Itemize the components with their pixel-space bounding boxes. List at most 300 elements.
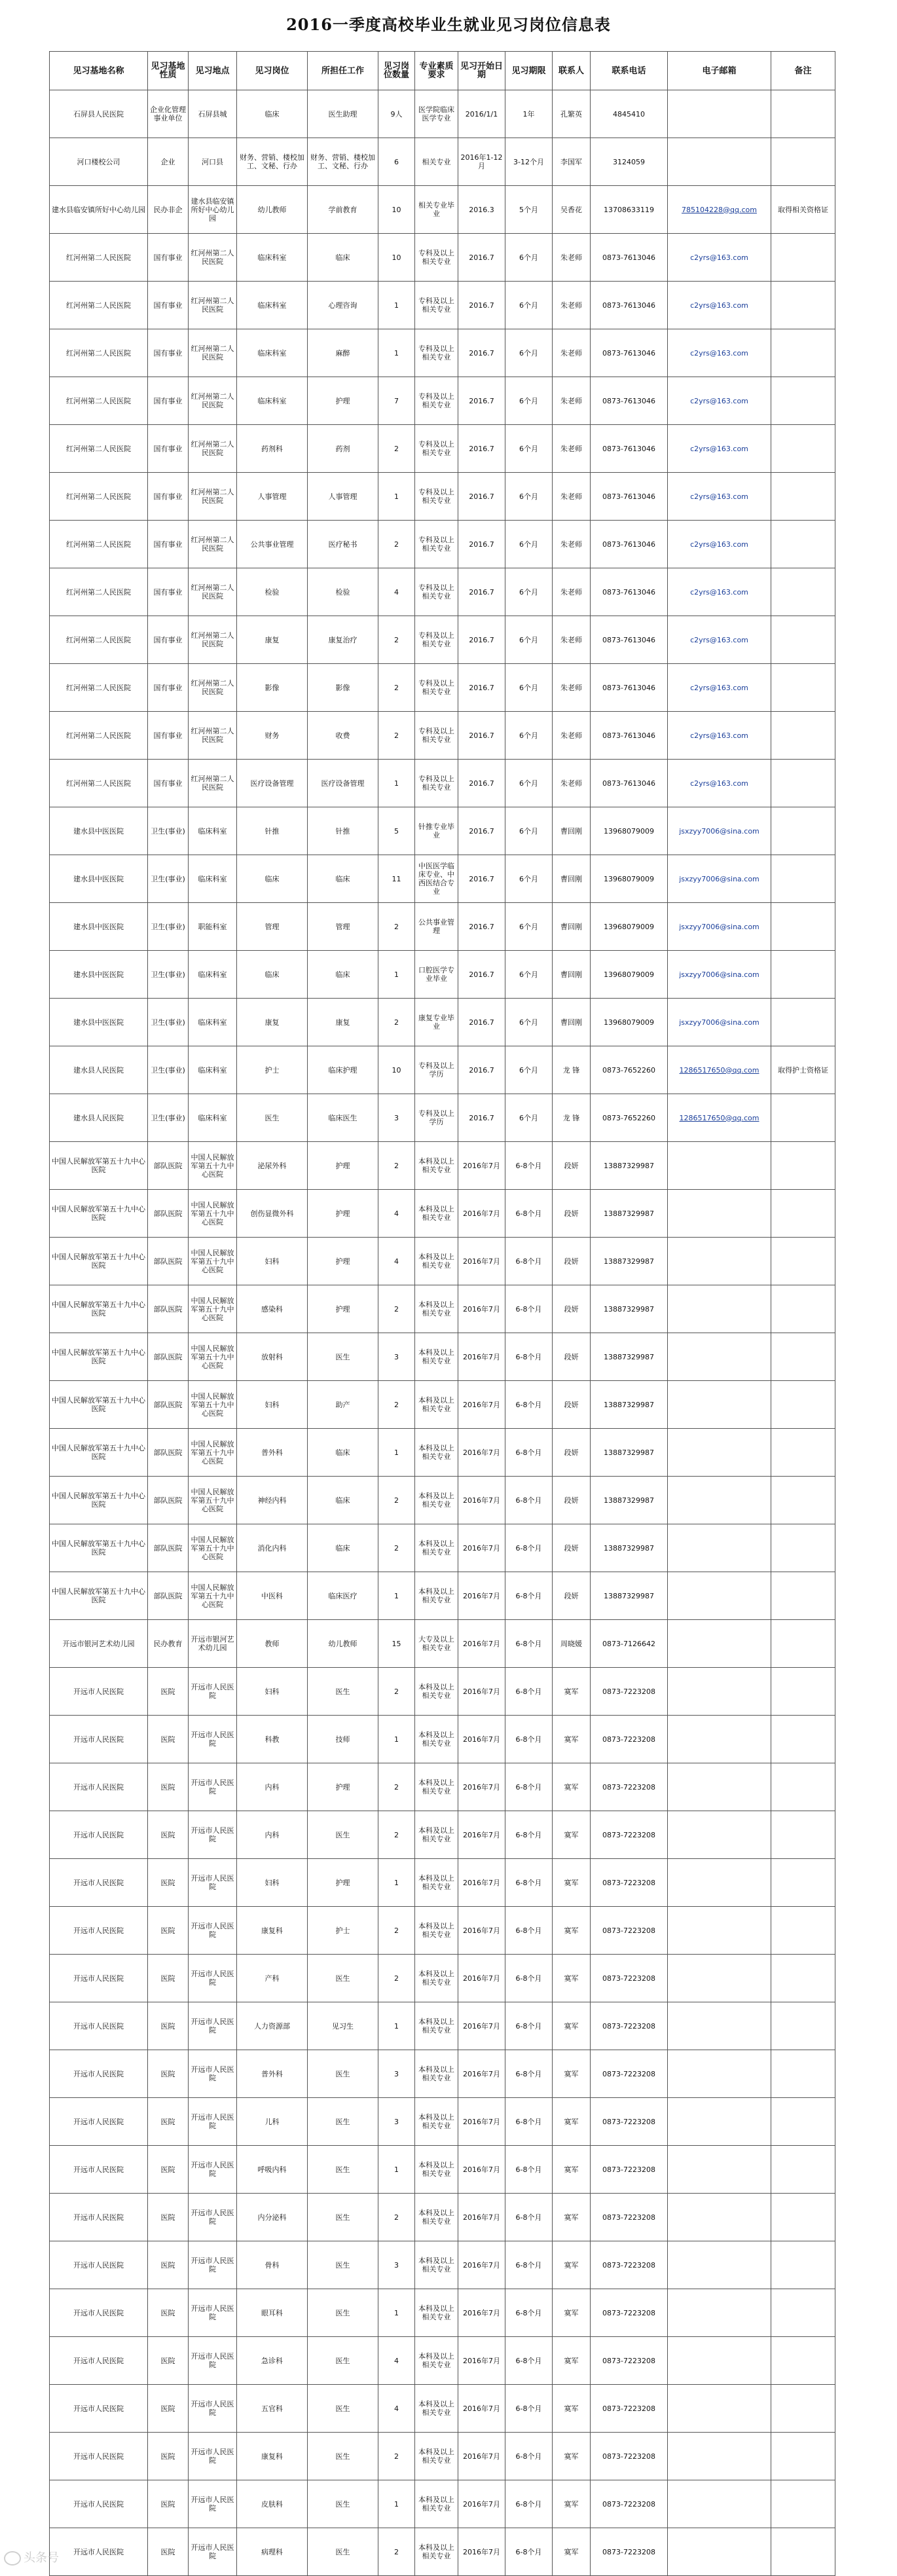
cell-note <box>771 1859 835 1907</box>
cell-base-name: 开远市人民医院 <box>50 2289 148 2337</box>
cell-start-date: 2016.7 <box>458 855 505 903</box>
cell-duration: 6-8个月 <box>505 1333 553 1381</box>
cell-duration: 6个月 <box>505 329 553 377</box>
cell-base-type: 医院 <box>148 1859 189 1907</box>
cell-position: 医生 <box>237 1094 308 1142</box>
cell-note <box>771 2385 835 2433</box>
cell-base-type: 部队医院 <box>148 1285 189 1333</box>
cell-position: 病理科 <box>237 2528 308 2576</box>
cell-note <box>771 1668 835 1716</box>
cell-quota: 1 <box>378 951 415 999</box>
header-base-name: 见习基地名称 <box>50 52 148 90</box>
cell-email[interactable]: c2yrs@163.com <box>668 712 771 760</box>
cell-quota: 1 <box>378 2146 415 2194</box>
cell-quota: 2 <box>378 1907 415 1955</box>
cell-base-name: 红河州第二人民医院 <box>50 473 148 521</box>
cell-duty: 医疗秘书 <box>308 521 378 568</box>
cell-phone: 3124059 <box>591 138 668 186</box>
cell-base-name: 开远市人民医院 <box>50 2433 148 2480</box>
header-duty: 所担任工作 <box>308 52 378 90</box>
cell-requirement: 本科及以上相关专业 <box>415 1333 458 1381</box>
cell-position: 妇科 <box>237 1859 308 1907</box>
cell-duty: 针推 <box>308 807 378 855</box>
cell-quota: 7 <box>378 377 415 425</box>
table-row <box>50 807 835 855</box>
table-row <box>50 1716 835 1763</box>
cell-position: 公共事业管理 <box>237 521 308 568</box>
table-row <box>50 568 835 616</box>
cell-base-name: 开远市人民医院 <box>50 1716 148 1763</box>
table-row <box>50 1285 835 1333</box>
cell-phone: 13968079009 <box>591 951 668 999</box>
cell-quota: 4 <box>378 2337 415 2385</box>
cell-duration: 6-8个月 <box>505 1572 553 1620</box>
cell-email[interactable]: jsxzyy7006@sina.com <box>668 903 771 951</box>
cell-duration: 6-8个月 <box>505 2098 553 2146</box>
cell-base-type: 企业化管理事业单位 <box>148 90 189 138</box>
cell-location: 石屏县城 <box>189 90 237 138</box>
table-row <box>50 2098 835 2146</box>
cell-duration: 6-8个月 <box>505 1955 553 2002</box>
cell-email <box>668 1955 771 2002</box>
cell-duty: 影像 <box>308 664 378 712</box>
cell-start-date: 2016年7月 <box>458 1811 505 1859</box>
cell-start-date: 2016.7 <box>458 377 505 425</box>
cell-start-date: 2016.7 <box>458 903 505 951</box>
cell-requirement: 中医医学临床专业、中西医结合专业 <box>415 855 458 903</box>
cell-quota: 2 <box>378 2194 415 2241</box>
cell-duration: 6-8个月 <box>505 2528 553 2576</box>
cell-email[interactable]: jsxzyy7006@sina.com <box>668 855 771 903</box>
cell-base-type: 卫生(事业) <box>148 855 189 903</box>
cell-base-type: 部队医院 <box>148 1524 189 1572</box>
table-row <box>50 473 835 521</box>
cell-email[interactable]: c2yrs@163.com <box>668 377 771 425</box>
cell-duration: 6-8个月 <box>505 1763 553 1811</box>
cell-note <box>771 1142 835 1190</box>
cell-start-date: 2016年7月 <box>458 2433 505 2480</box>
cell-email <box>668 90 771 138</box>
cell-quota: 2 <box>378 1524 415 1572</box>
cell-phone: 0873-7223208 <box>591 2337 668 2385</box>
cell-contact: 朱老师 <box>553 377 591 425</box>
cell-contact: 寞军 <box>553 2146 591 2194</box>
cell-duration: 6-8个月 <box>505 1620 553 1668</box>
cell-note <box>771 90 835 138</box>
cell-base-type: 部队医院 <box>148 1333 189 1381</box>
cell-base-type: 卫生(事业) <box>148 807 189 855</box>
cell-email[interactable]: c2yrs@163.com <box>668 664 771 712</box>
cell-quota: 1 <box>378 760 415 807</box>
cell-email[interactable]: 785104228@qq.com <box>668 186 771 234</box>
cell-position: 医疗设备管理 <box>237 760 308 807</box>
cell-requirement: 本科及以上相关专业 <box>415 1524 458 1572</box>
cell-note <box>771 1381 835 1429</box>
header-base-type: 见习基地性质 <box>148 52 189 90</box>
cell-contact: 段妍 <box>553 1285 591 1333</box>
cell-requirement: 针推专业毕业 <box>415 807 458 855</box>
cell-phone: 13968079009 <box>591 999 668 1046</box>
cell-email[interactable]: c2yrs@163.com <box>668 473 771 521</box>
cell-note <box>771 568 835 616</box>
cell-duty: 学前教育 <box>308 186 378 234</box>
cell-base-name: 红河州第二人民医院 <box>50 616 148 664</box>
cell-duration: 6个月 <box>505 473 553 521</box>
cell-note <box>771 1620 835 1668</box>
cell-duty: 护理 <box>308 1285 378 1333</box>
cell-position: 消化内科 <box>237 1524 308 1572</box>
cell-base-name: 红河州第二人民医院 <box>50 282 148 329</box>
table-row <box>50 1429 835 1477</box>
cell-phone: 0873-7126642 <box>591 1620 668 1668</box>
cell-base-name: 建水县人民医院 <box>50 1094 148 1142</box>
cell-base-type: 医院 <box>148 2050 189 2098</box>
cell-start-date: 2016年7月 <box>458 1620 505 1668</box>
cell-email[interactable]: c2yrs@163.com <box>668 521 771 568</box>
cell-requirement: 专科及以上相关专业 <box>415 377 458 425</box>
cell-start-date: 2016年7月 <box>458 1238 505 1285</box>
cell-email[interactable]: 1286517650@qq.com <box>668 1046 771 1094</box>
header-start-date: 见习开始日期 <box>458 52 505 90</box>
cell-location: 临床科室 <box>189 999 237 1046</box>
table-row <box>50 329 835 377</box>
cell-duty: 护理 <box>308 377 378 425</box>
page-title: 2016一季度高校毕业生就业见习岗位信息表 <box>286 15 611 34</box>
cell-base-type: 部队医院 <box>148 1572 189 1620</box>
cell-requirement: 专科及以上相关专业 <box>415 425 458 473</box>
cell-quota: 3 <box>378 1094 415 1142</box>
cell-location: 开远市人民医院 <box>189 1716 237 1763</box>
cell-email <box>668 2385 771 2433</box>
cell-position: 五官科 <box>237 2385 308 2433</box>
cell-email <box>668 2433 771 2480</box>
cell-location: 中国人民解放军第五十九中心医院 <box>189 1190 237 1238</box>
cell-requirement: 本科及以上相关专业 <box>415 2146 458 2194</box>
cell-position: 妇科 <box>237 1238 308 1285</box>
cell-phone: 0873-7223208 <box>591 1763 668 1811</box>
cell-location: 红河州第二人民医院 <box>189 234 237 282</box>
cell-contact: 寞军 <box>553 1907 591 1955</box>
table-row <box>50 855 835 903</box>
cell-base-type: 国有事业 <box>148 234 189 282</box>
cell-email[interactable]: jsxzyy7006@sina.com <box>668 951 771 999</box>
cell-requirement: 本科及以上相关专业 <box>415 2050 458 2098</box>
cell-position: 康复 <box>237 999 308 1046</box>
cell-location: 开远市人民医院 <box>189 2385 237 2433</box>
cell-location: 开远市人民医院 <box>189 2480 237 2528</box>
cell-duty: 医生 <box>308 2146 378 2194</box>
cell-email <box>668 2289 771 2337</box>
cell-location: 开远市人民医院 <box>189 1955 237 2002</box>
cell-contact: 朱老师 <box>553 760 591 807</box>
cell-duration: 6-8个月 <box>505 2194 553 2241</box>
cell-base-type: 国有事业 <box>148 282 189 329</box>
cell-base-type: 民办教育 <box>148 1620 189 1668</box>
cell-base-name: 中国人民解放军第五十九中心医院 <box>50 1524 148 1572</box>
cell-duty: 财务、营销、楼校加工、文秘、行办 <box>308 138 378 186</box>
cell-contact: 朱老师 <box>553 712 591 760</box>
cell-location: 开远市人民医院 <box>189 2337 237 2385</box>
cell-start-date: 2016.7 <box>458 999 505 1046</box>
cell-email <box>668 1238 771 1285</box>
cell-location: 中国人民解放军第五十九中心医院 <box>189 1477 237 1524</box>
cell-quota: 2 <box>378 1285 415 1333</box>
cell-requirement: 本科及以上相关专业 <box>415 2002 458 2050</box>
cell-requirement: 专科及以上相关专业 <box>415 282 458 329</box>
cell-email[interactable]: c2yrs@163.com <box>668 568 771 616</box>
cell-email <box>668 1190 771 1238</box>
cell-duration: 6-8个月 <box>505 1238 553 1285</box>
cell-duration: 6-8个月 <box>505 2241 553 2289</box>
cell-base-type: 卫生(事业) <box>148 999 189 1046</box>
cell-duty: 幼儿教师 <box>308 1620 378 1668</box>
cell-start-date: 2016.7 <box>458 616 505 664</box>
table-row <box>50 2480 835 2528</box>
cell-base-name: 红河州第二人民医院 <box>50 521 148 568</box>
cell-base-name: 开远市人民医院 <box>50 2241 148 2289</box>
cell-phone: 0873-7613046 <box>591 282 668 329</box>
cell-base-name: 中国人民解放军第五十九中心医院 <box>50 1477 148 1524</box>
cell-duty: 医生 <box>308 2480 378 2528</box>
cell-note <box>771 807 835 855</box>
weibo-icon <box>4 2551 21 2566</box>
cell-email[interactable]: jsxzyy7006@sina.com <box>668 999 771 1046</box>
cell-phone: 0873-7223208 <box>591 1811 668 1859</box>
cell-note <box>771 1907 835 1955</box>
cell-quota: 1 <box>378 2289 415 2337</box>
cell-duty: 医生 <box>308 2385 378 2433</box>
cell-base-name: 开远市人民医院 <box>50 1668 148 1716</box>
cell-phone: 13887329987 <box>591 1524 668 1572</box>
header-phone: 联系电话 <box>591 52 668 90</box>
cell-contact: 周晓媛 <box>553 1620 591 1668</box>
cell-email <box>668 1142 771 1190</box>
cell-base-name: 建水县中医医院 <box>50 999 148 1046</box>
cell-quota: 2 <box>378 999 415 1046</box>
cell-requirement: 本科及以上相关专业 <box>415 1907 458 1955</box>
cell-email[interactable]: c2yrs@163.com <box>668 425 771 473</box>
cell-note <box>771 2098 835 2146</box>
cell-position: 放射科 <box>237 1333 308 1381</box>
cell-phone: 0873-7652260 <box>591 1046 668 1094</box>
cell-email[interactable]: c2yrs@163.com <box>668 760 771 807</box>
cell-email[interactable]: c2yrs@163.com <box>668 234 771 282</box>
cell-email <box>668 1333 771 1381</box>
cell-contact: 段妍 <box>553 1238 591 1285</box>
cell-base-name: 开远市人民医院 <box>50 1811 148 1859</box>
cell-duration: 6个月 <box>505 425 553 473</box>
table-row <box>50 138 835 186</box>
cell-contact: 段妍 <box>553 1524 591 1572</box>
cell-position: 人事管理 <box>237 473 308 521</box>
cell-duty: 临床护理 <box>308 1046 378 1094</box>
cell-requirement: 康复专业毕业 <box>415 999 458 1046</box>
cell-duration: 6个月 <box>505 521 553 568</box>
cell-quota: 3 <box>378 2050 415 2098</box>
cell-email <box>668 1763 771 1811</box>
cell-email <box>668 2241 771 2289</box>
cell-base-type: 卫生(事业) <box>148 1094 189 1142</box>
cell-contact: 朱老师 <box>553 282 591 329</box>
cell-contact: 寞军 <box>553 2480 591 2528</box>
cell-phone: 0873-7613046 <box>591 521 668 568</box>
cell-start-date: 2016年7月 <box>458 2289 505 2337</box>
cell-location: 开远市人民医院 <box>189 2098 237 2146</box>
cell-location: 开远市人民医院 <box>189 2528 237 2576</box>
cell-phone: 0873-7223208 <box>591 2433 668 2480</box>
cell-quota: 4 <box>378 568 415 616</box>
cell-requirement: 本科及以上相关专业 <box>415 1763 458 1811</box>
cell-contact: 寞军 <box>553 2194 591 2241</box>
cell-requirement: 公共事业管理 <box>415 903 458 951</box>
cell-contact: 寞军 <box>553 1811 591 1859</box>
table-row <box>50 712 835 760</box>
cell-base-type: 国有事业 <box>148 712 189 760</box>
cell-base-name: 红河州第二人民医院 <box>50 329 148 377</box>
table-row <box>50 2241 835 2289</box>
cell-location: 开远市人民医院 <box>189 1907 237 1955</box>
cell-contact: 段妍 <box>553 1477 591 1524</box>
cell-base-name: 开远市银河艺术幼儿园 <box>50 1620 148 1668</box>
cell-start-date: 2016.7 <box>458 329 505 377</box>
cell-note <box>771 1716 835 1763</box>
cell-duty: 临床 <box>308 1429 378 1477</box>
cell-duration: 6-8个月 <box>505 1381 553 1429</box>
cell-duration: 6-8个月 <box>505 2002 553 2050</box>
cell-duration: 6-8个月 <box>505 1142 553 1190</box>
cell-start-date: 2016年7月 <box>458 2528 505 2576</box>
cell-start-date: 2016.7 <box>458 521 505 568</box>
cell-start-date: 2016.7 <box>458 712 505 760</box>
cell-location: 红河州第二人民医院 <box>189 377 237 425</box>
cell-base-name: 开远市人民医院 <box>50 1859 148 1907</box>
cell-email[interactable]: jsxzyy7006@sina.com <box>668 807 771 855</box>
cell-note <box>771 1333 835 1381</box>
cell-base-name: 开远市人民医院 <box>50 2146 148 2194</box>
cell-email[interactable]: c2yrs@163.com <box>668 282 771 329</box>
cell-base-type: 国有事业 <box>148 760 189 807</box>
cell-duty: 临床医生 <box>308 1094 378 1142</box>
cell-contact: 寞军 <box>553 2289 591 2337</box>
cell-position: 教师 <box>237 1620 308 1668</box>
cell-email[interactable]: c2yrs@163.com <box>668 329 771 377</box>
cell-quota: 1 <box>378 1572 415 1620</box>
cell-note <box>771 138 835 186</box>
cell-start-date: 2016年7月 <box>458 1285 505 1333</box>
cell-email <box>668 1429 771 1477</box>
cell-location: 临床科室 <box>189 855 237 903</box>
cell-location: 红河州第二人民医院 <box>189 616 237 664</box>
table-row <box>50 1572 835 1620</box>
cell-phone: 13887329987 <box>591 1190 668 1238</box>
cell-contact: 曹回刚 <box>553 807 591 855</box>
cell-contact: 寞军 <box>553 1955 591 2002</box>
cell-quota: 15 <box>378 1620 415 1668</box>
table-row <box>50 951 835 999</box>
cell-note <box>771 903 835 951</box>
cell-base-name: 开远市人民医院 <box>50 1907 148 1955</box>
table-row <box>50 2002 835 2050</box>
cell-note <box>771 425 835 473</box>
cell-phone: 0873-7613046 <box>591 616 668 664</box>
cell-duty: 医生 <box>308 2528 378 2576</box>
cell-start-date: 2016.7 <box>458 473 505 521</box>
cell-note <box>771 1955 835 2002</box>
cell-start-date: 2016年7月 <box>458 2480 505 2528</box>
cell-contact: 朱老师 <box>553 329 591 377</box>
cell-quota: 1 <box>378 2002 415 2050</box>
cell-contact: 段妍 <box>553 1333 591 1381</box>
cell-duty: 检验 <box>308 568 378 616</box>
cell-base-name: 石屏县人民医院 <box>50 90 148 138</box>
cell-duration: 6-8个月 <box>505 1285 553 1333</box>
cell-location: 中国人民解放军第五十九中心医院 <box>189 1572 237 1620</box>
cell-position: 临床科室 <box>237 282 308 329</box>
cell-start-date: 2016年7月 <box>458 1859 505 1907</box>
cell-email[interactable]: c2yrs@163.com <box>668 616 771 664</box>
cell-start-date: 2016.7 <box>458 664 505 712</box>
cell-phone: 4845410 <box>591 90 668 138</box>
cell-start-date: 2016年7月 <box>458 1333 505 1381</box>
cell-duty: 临床 <box>308 1477 378 1524</box>
table-row <box>50 2289 835 2337</box>
cell-start-date: 2016年7月 <box>458 1429 505 1477</box>
cell-base-type: 部队医院 <box>148 1381 189 1429</box>
cell-note <box>771 234 835 282</box>
header-email: 电子邮箱 <box>668 52 771 90</box>
cell-note <box>771 2289 835 2337</box>
cell-requirement: 本科及以上相关专业 <box>415 1668 458 1716</box>
watermark <box>4 2548 59 2566</box>
cell-contact: 朱老师 <box>553 473 591 521</box>
cell-contact: 朱老师 <box>553 616 591 664</box>
cell-position: 皮肤科 <box>237 2480 308 2528</box>
cell-phone: 0873-7223208 <box>591 1716 668 1763</box>
cell-quota: 2 <box>378 1381 415 1429</box>
cell-note <box>771 1238 835 1285</box>
cell-requirement: 专科及以上相关专业 <box>415 521 458 568</box>
cell-base-name: 开远市人民医院 <box>50 2050 148 2098</box>
cell-phone: 0873-7223208 <box>591 2050 668 2098</box>
cell-requirement: 专科及以上相关专业 <box>415 712 458 760</box>
cell-duty: 护理 <box>308 1142 378 1190</box>
cell-location: 中国人民解放军第五十九中心医院 <box>189 1238 237 1285</box>
cell-email <box>668 138 771 186</box>
cell-phone: 0873-7613046 <box>591 473 668 521</box>
cell-start-date: 2016年7月 <box>458 1955 505 2002</box>
cell-contact: 龙 锋 <box>553 1046 591 1094</box>
cell-base-name: 建水县中医医院 <box>50 951 148 999</box>
cell-position: 检验 <box>237 568 308 616</box>
cell-duty: 医生 <box>308 2194 378 2241</box>
cell-phone: 13887329987 <box>591 1572 668 1620</box>
cell-base-type: 部队医院 <box>148 1477 189 1524</box>
cell-duty: 医生 <box>308 1333 378 1381</box>
table-row <box>50 2528 835 2576</box>
cell-email <box>668 2337 771 2385</box>
cell-phone: 0873-7223208 <box>591 1859 668 1907</box>
cell-position: 产科 <box>237 1955 308 2002</box>
cell-phone: 0873-7223208 <box>591 2289 668 2337</box>
cell-requirement: 专科及以上相关专业 <box>415 616 458 664</box>
cell-contact: 寞军 <box>553 2098 591 2146</box>
cell-start-date: 2016年7月 <box>458 2194 505 2241</box>
cell-email[interactable]: 1286517650@qq.com <box>668 1094 771 1142</box>
cell-location: 中国人民解放军第五十九中心医院 <box>189 1333 237 1381</box>
cell-email <box>668 2050 771 2098</box>
cell-phone: 0873-7223208 <box>591 2098 668 2146</box>
cell-base-type: 医院 <box>148 2385 189 2433</box>
